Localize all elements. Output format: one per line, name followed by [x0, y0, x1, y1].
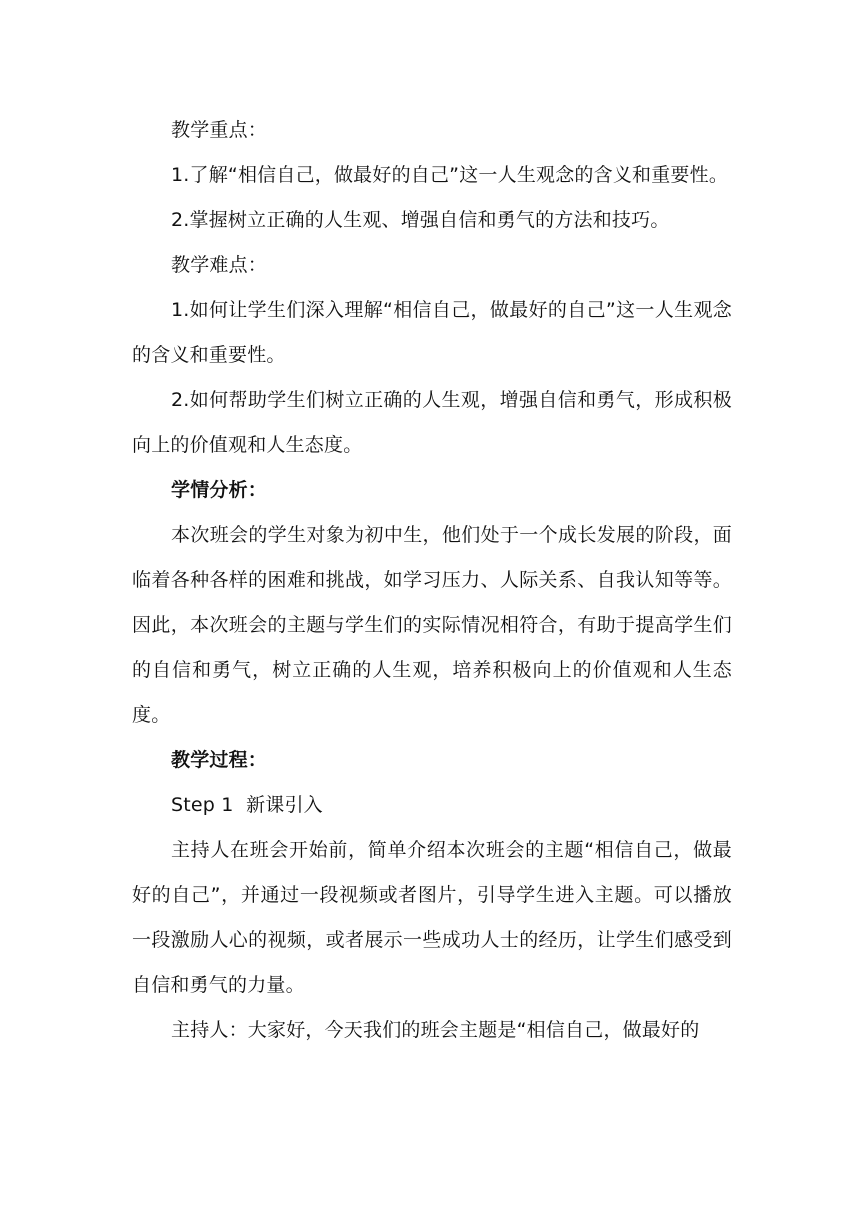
student-analysis-paragraph: 本次班会的学生对象为初中生，他们处于一个成长发展的阶段，面临着各种各样的困难和挑战，如学习压力、人际关系、自我认知等等。因此，本次班会的主题与学生们的实际情况相符合，有助于提高学生们的自信和勇气，树立正确的人生观，培养积极向上的价值观和人生态度。 [132, 524, 732, 726]
heading-difficult-points: 教学难点： [171, 254, 268, 276]
host-speech-paragraph: 主持人：大家好，今天我们的班会主题是“相信自己，做最好的 [171, 1019, 700, 1041]
step-1-paragraph: 主持人在班会开始前，简单介绍本次班会的主题“相信自己，做最好的自己”，并通过一段视频或者图片，引导学生进入主题。可以播放一段激励人心的视频，或者展示一些成功人士的经历，让学生们感受到自信和勇气的力量。 [132, 839, 732, 996]
difficult-point-2: 2.如何帮助学生们树立正确的人生观，增强自信和勇气，形成积极向上的价值观和人生态度。 [132, 389, 732, 456]
step-1-title: Step 1 新课引入 [171, 794, 323, 816]
difficult-point-1: 1.如何让学生们深入理解“相信自己，做最好的自己”这一人生观念的含义和重要性。 [132, 299, 732, 366]
document-page [132, 108, 732, 1053]
heading-student-analysis: 学情分析： [171, 479, 268, 501]
heading-key-points: 教学重点： [171, 119, 268, 141]
key-point-1: 1.了解“相信自己，做最好的自己”这一人生观念的含义和重要性。 [171, 164, 729, 186]
key-point-2: 2.掌握树立正确的人生观、增强自信和勇气的方法和技巧。 [171, 209, 670, 231]
heading-teaching-process: 教学过程： [171, 749, 268, 771]
